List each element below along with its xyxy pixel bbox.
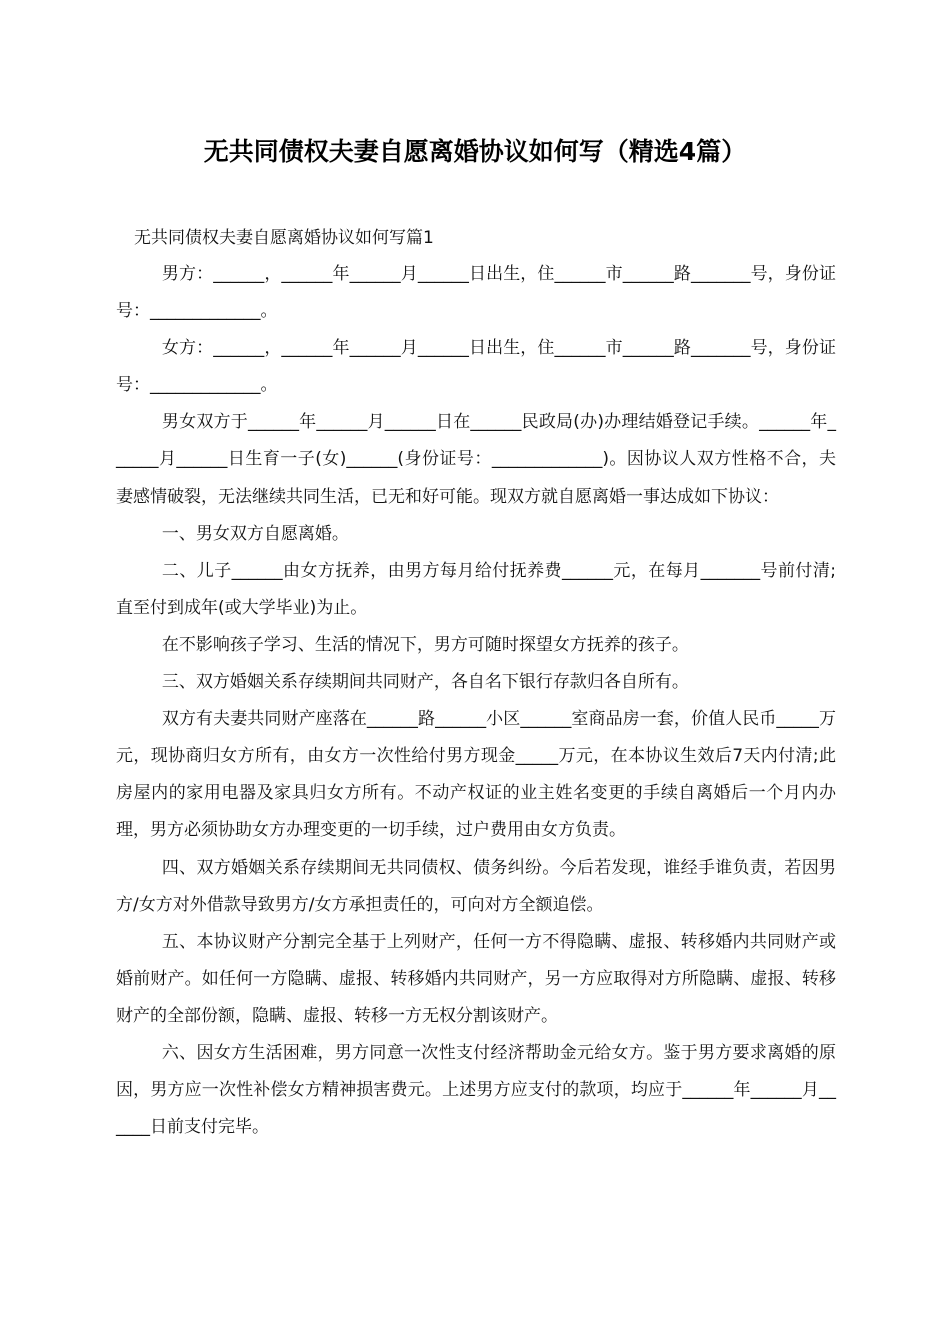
paragraph-clause-4: 四、双方婚姻关系存续期间无共同债权、债务纠纷。今后若发现，谁经手谁负责，若因男方/女方对外借款导致男方/女方承担责任的，可向对方全额追偿。 bbox=[116, 857, 836, 915]
paragraph-marriage-registration: 男女双方于______年______月______日在______民政局(办)办理结婚登记手续。______年______月______日生育一子(女)______(身份证号：_____________)。因协议人双方性格不合，夫妻感情破裂，无法继续共同生活，已无和好可能。现双方就自愿离婚一事达成如下协议： bbox=[116, 412, 836, 507]
document-title: 无共同债权夫妻自愿离婚协议如何写（精选4篇） bbox=[203, 137, 747, 166]
paragraph-male-party: 男方：______，______年______月______日出生，住______市______路_______号，身份证号：_____________。 bbox=[116, 264, 836, 322]
paragraph-clause-6: 六、因女方生活困难，男方同意一次性支付经济帮助金元给女方。鉴于男方要求离婚的原因，男方应一次性补偿女方精神损害费元。上述男方应支付的款项，均应于______年______月______日前支付完毕。 bbox=[116, 1042, 836, 1138]
paragraph-clause-5: 五、本协议财产分割完全基于上列财产，任何一方不得隐瞒、虚报、转移婚内共同财产或婚前财产。如任何一方隐瞒、虚报、转移婚内共同财产，另一方应取得对方所隐瞒、虚报、转移财产的全部份额，隐瞒、虚报、转移一方无权分割该财产。 bbox=[116, 931, 836, 1026]
paragraph-female-party: 女方：______，______年______月______日出生，住______市______路_______号，身份证号：_____________。 bbox=[116, 338, 836, 396]
paragraph-visitation: 在不影响孩子学习、生活的情况下，男方可随时探望女方抚养的孩子。 bbox=[161, 634, 689, 655]
paragraph-property: 双方有夫妻共同财产座落在______路______小区______室商品房一套，价值人民币_____万元，现协商归女方所有，由女方一次性给付男方现金_____万元，在本协议生效后7天内付清;此房屋内的家用电器及家具归女方所有。不动产权证的业主姓名变更的手续自离婚后一个月内办理，男方必须协助女方办理变更的一切手续，过户费用由女方负责。 bbox=[116, 709, 836, 841]
paragraph-clause-2: 二、儿子______由女方抚养，由男方每月给付抚养费______元，在每月_______号前付清;直至付到成年(或大学毕业)为止。 bbox=[116, 560, 836, 618]
document-body bbox=[116, 256, 836, 1146]
paragraph-clause-1: 一、男女双方自愿离婚。 bbox=[161, 523, 349, 544]
paragraph-clause-3: 三、双方婚姻关系存续期间共同财产，各自名下银行存款归各自所有。 bbox=[161, 672, 689, 693]
section-heading: 无共同债权夫妻自愿离婚协议如何写篇1 bbox=[134, 228, 434, 248]
